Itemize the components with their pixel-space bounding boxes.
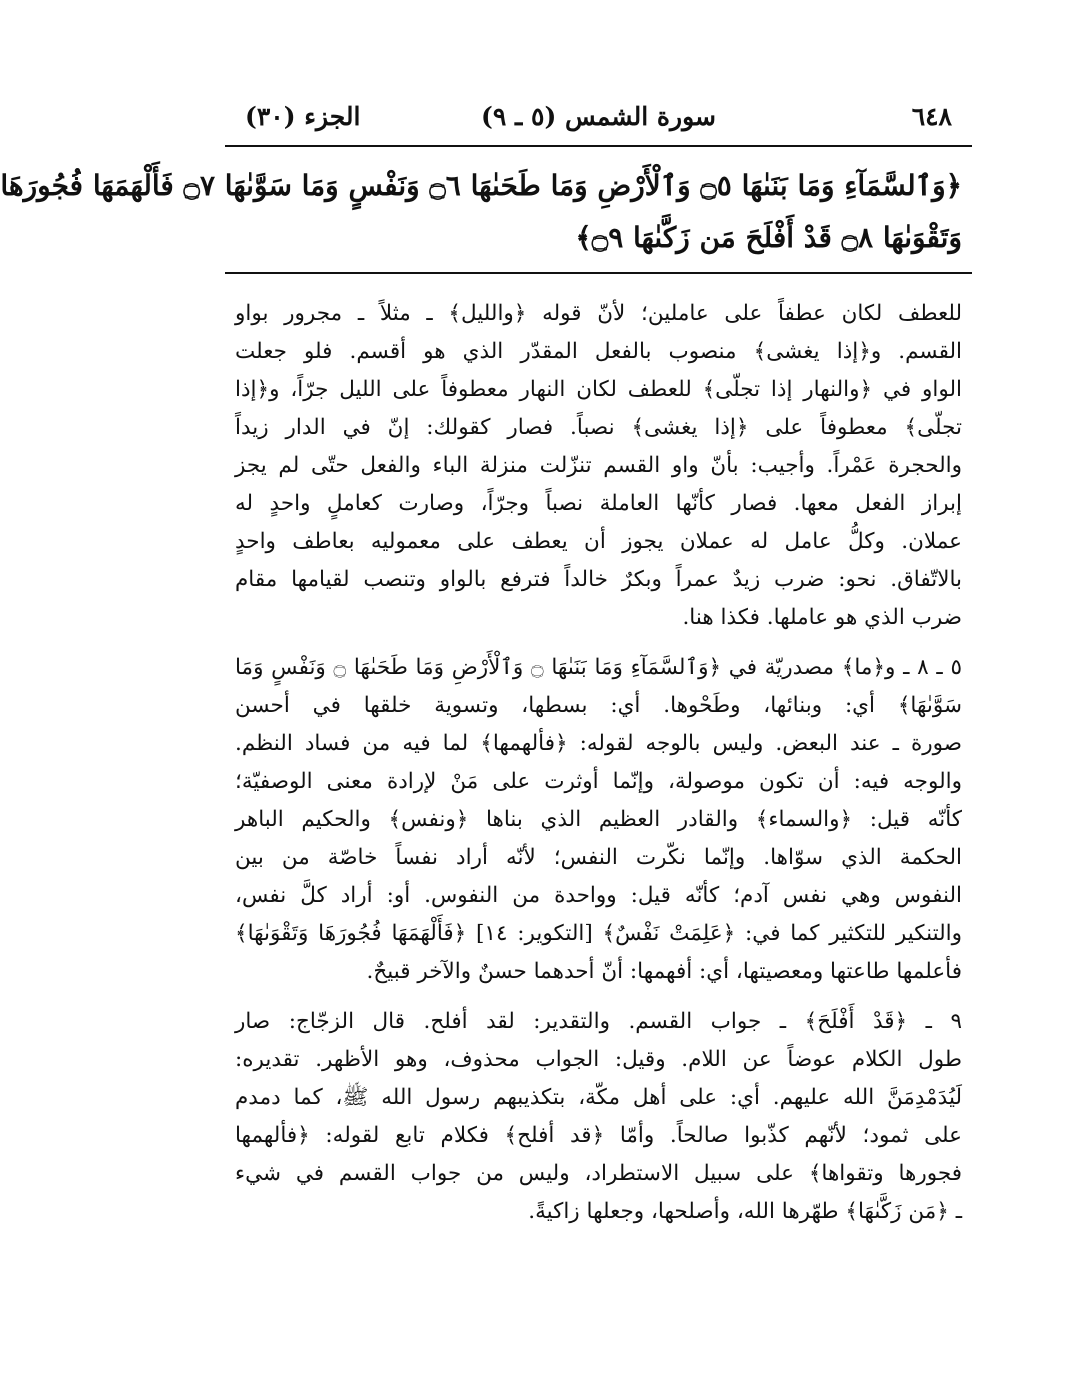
running-header [225,102,972,142]
text-line: ٥ ـ ٨ ـ و﴿ما﴾ مصدريّة في ﴿وَٱلسَّمَآءِ وَمَا بَنَىٰهَا ۝ وَٱلْأَرْضِ وَمَا طَحَىٰهَا ۝ وَنَفْسٍ وَمَا [235,655,962,680]
text-line: ٩ ـ ﴿قَدْ أَفْلَحَ﴾ ـ جواب القسم. والتقدير: لقد أفلح. قال الزجّاج: صار [235,1009,962,1034]
paragraph-1 [235,295,962,637]
text-line: والتنكير للتكثير كما في: ﴿عَلِمَتْ نَفْسٌ﴾ [التكوير: ١٤] ﴿فَأَلْهَمَهَا فُجُورَهَا وَتَقْوَىٰهَا﴾ [235,921,962,946]
text-line: القسم. و﴿إذا يغشى﴾ منصوب بالفعل المقدّر الذي هو أقسم. فلو جعلت [235,339,962,364]
text-line: فأعلمها طاعتها ومعصيتها، أي: أفهمها: أنّ أحدهما حسنٌ والآخر قبيحٌ. [366,959,962,984]
verse-line: وَتَقْوَىٰهَا ۝٨ قَدْ أَفْلَحَ مَن زَكَّىٰهَا ۝٩﴾ [575,221,962,254]
text-line: الحكمة الذي سوّاها. وإنّما نكّرت النفس؛ لأنّه أراد نفساً خاصّة من بين [235,845,962,870]
text-line: الواو في ﴿والنهار إذا تجلّى﴾ للعطف لكان النهار معطوفاً على الليل جرّاً، و﴿إذا [235,377,962,402]
page-number: ٦٤٨ [911,102,952,131]
text-line: ضرب الذي هو عاملها. فكذا هنا. [682,605,962,630]
text-line: تجلّى﴾ معطوفاً على ﴿إذا يغشى﴾ نصباً. فصار كقولك: إنّ في الدار زيداً [235,415,962,440]
text-line: على ثمود؛ لأنّهم كذّبوا صالحاً. وأمّا ﴿قد أفلح﴾ فكلام تابع لقوله: ﴿فألهمها [235,1123,962,1148]
text-line: كأنّه قيل: ﴿والسماء﴾ والقادر العظيم الذي بناها ﴿ونفس﴾ والحكيم الباهر [235,807,962,832]
text-line: ـ ﴿مَن زَكَّىٰهَا﴾ طهّرها الله، وأصلحها، وجعلها زاكيةً. [528,1199,962,1224]
verse-line: ﴿وَٱلسَّمَآءِ وَمَا بَنَىٰهَا ۝٥ وَٱلْأَرْضِ وَمَا طَحَىٰهَا ۝٦ وَنَفْسٍ وَمَا سَوَّىٰهَا ۝٧ فَأَلْهَمَهَا فُجُورَهَا [0,169,962,202]
text-line: إبراز الفعل معها. فصار كأنّها العاملة نصباً وجرّاً، وصارت كعاملٍ واحدٍ له [235,491,962,516]
text-line: والوجه فيه: أن تكون موصولة، وإنّما أوثرت على مَنْ لإرادة معنى الوصفيّة؛ [235,769,962,794]
paragraph-3 [235,1003,962,1231]
text-line: صورة ـ عند البعض. وليس بالوجه لقوله: ﴿فألهمها﴾ لما فيه من فساد النظم. [235,731,962,756]
header-rule [225,145,972,147]
text-line: فجورها وتقواها﴾ على سبيل الاستطراد، وليس من جواب القسم في شيء [235,1161,962,1186]
paragraph-2 [235,649,962,991]
text-line: طول الكلام عوضاً عن اللام. وقيل: الجواب محذوف، وهو الأظهر. تقديره: [235,1047,962,1072]
quran-verses [0,160,962,264]
text-line: للعطف لكان عطفاً على عاملين؛ لأنّ قوله ﴿والليل﴾ ـ مثلاً ـ مجرور بواو [235,301,962,326]
verses-rule [225,272,972,274]
surah-title: سورة الشمس (٥ ـ ٩) [481,102,716,131]
text-line: سَوَّىٰهَا﴾ أي: وبنائها، وطَحْوها. أي: بسطها، وتسوية خلقها في أحسن [235,693,962,718]
text-line: بالاتّفاق. نحو: ضرب زيدٌ عمراً وبكرٌ خالداً فترفع بالواو وتنصب لقيامها مقام [235,567,962,592]
text-line: عملان. وكلُّ عامل له عملان يجوز أن يعطف على معموليه بعاطف واحدٍ [235,529,962,554]
text-line: لَيُدَمْدِمَنَّ الله عليهم. أي: على أهل مكّة، بتكذيبهم رسول الله ﷺ، كما دمدم [235,1085,962,1110]
text-line: والحجرة عَمْراً. وأجيب: بأنّ واو القسم تنزّلت منزلة الباء والفعل حتّى لم يجز [235,453,962,478]
juz-label: الجزء (٣٠) [245,102,361,131]
text-line: النفوس وهي نفس آدم؛ كأنّه قيل: وواحدة من النفوس. أو: أراد كلَّ نفس، [235,883,962,908]
commentary-text [235,295,962,1243]
